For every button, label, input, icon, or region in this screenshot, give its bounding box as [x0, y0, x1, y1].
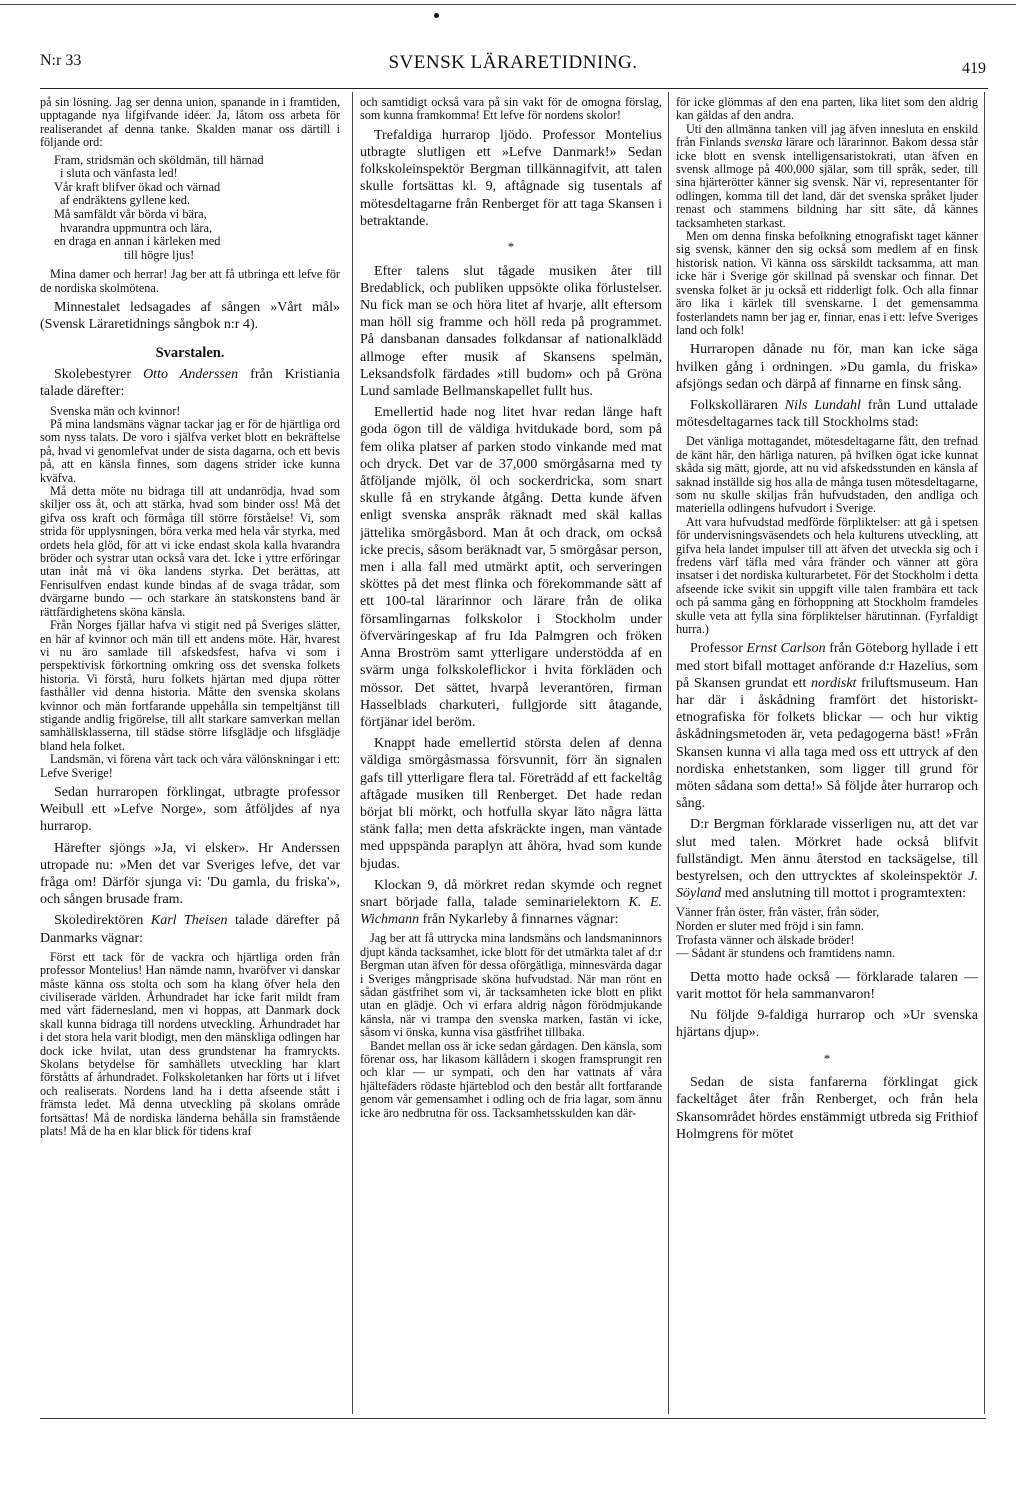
column-3 [676, 96, 978, 1416]
speaker-name: K. E. Wichmann [360, 894, 662, 928]
paragraph: Knappt hade emellertid största delen af denna väldiga smörgåsmassa försvunnit, förr än signalen gafs till ytterligare flera tal. Företrädd af ett fackeltåg aftågade musiken till Renberget. Det hade redan börjat bli mörkt, och hotfulla skyar läto några lätta stänk falla; men detta afskräckte ingen, man väntade med uppspända paraplyn att åhöra, hvad som kunde bjudas. [360, 736, 662, 872]
paragraph: Mina damer och herrar! Jag ber att få utbringa ett lefve för de nordiska skolmötena. [40, 267, 340, 295]
paragraph: på sin lösning. Jag ser denna union, spanande in i framtiden, upptagande nya lifgifvande idéer. Ja, låtom oss arbeta för realiserandet af denna tanke. Skalden manar oss därtill i följande ord: [40, 96, 340, 150]
section-heading: Svarstalen. [155, 344, 225, 361]
paragraph: Sedan hurraropen förklingat, utbragte professor Weibull ett »Lefve Norge», som åtföljdes af nya hurrarop. [40, 784, 340, 835]
print-dot [434, 13, 439, 18]
speaker-name: Karl Theisen [150, 913, 228, 929]
paragraph: Efter talens slut tågade musiken åter till Bredablick, och publiken uppsökte olika förlustelser. Nu fick man se och höra litet af hvarje, allt eftersom man höll sig framme och höll reda på programmet. På dansbanan dansades folkdansar af nationalklädd allmoge efter musik af Skansens spelmän, Leksandsfolk färdades »till budom» och på Gröna Lund samlade Bellmanskapellet fullt hus. [360, 263, 662, 400]
paragraph: Detta motto hade också — förklarade talaren — varit mottot för hela sammanvaron! [676, 969, 978, 1003]
poem-line: Må samfäldt vår börda vi bära, [54, 207, 207, 221]
section-separator: * [507, 239, 515, 255]
issue-number: N:r 33 [40, 52, 82, 69]
speaker-name: Otto Anderssen [143, 367, 239, 383]
page-number: 419 [962, 60, 986, 77]
poem-line: Fram, stridsmän och sköldmän, till härnad [54, 152, 264, 167]
poem [54, 154, 340, 263]
motto-line: — Sådant är stundens och framtidens namn. [676, 946, 896, 961]
poem-line: i sluta och vänfasta led! [60, 166, 178, 181]
paragraph: Klockan 9, då mörkret redan skymde och regnet snart började falla, talade seminarielektorn K. E. Wichmann från Nykarleby å finnarnes vägnar: [360, 877, 662, 928]
page-header [40, 46, 986, 86]
motto-line: Norden er sluter med fröjd i sin famn. [676, 919, 864, 934]
poem-line: hvarandra uppmuntra och lära, [60, 220, 213, 235]
paragraph: Hurraropen dånade nu för, man kan icke säga hvilken gång i ordningen. »Du gamla, du friska» afsjöngs sedan och därpå af finnarne en finsk sång. [676, 342, 978, 392]
column-divider [984, 92, 985, 1414]
poem-line: Vår kraft blifver ökad och värnad [54, 179, 221, 194]
paragraph: Men om denna finska befolkning etnografiskt taget känner sig svensk, känner den sig också som medlem af en finsk historisk nation. Vi känna oss särskildt tacksamma, att man icke här i Sverige gör skillnad på svenskar och finnar. Det svenska folket är ju också ett ridderligt folk. Och alla finnar äro lika i kärlek till svenskarne. I det gemensamma fosterlandets namn ber jag er, finnar, enas i ett: lefve Sveriges land och folk! [676, 229, 978, 337]
bottom-rule [40, 1418, 986, 1419]
column-2 [360, 96, 662, 1416]
poem-line: en draga en annan i kärleken med [54, 234, 221, 249]
paragraph: Professor Ernst Carlson från Göteborg hyllade i ett med stort bifall mottaget anförande d:r Hazelius, som på Skansen grundat ett nordiskt friluftsmuseum. Han har där i åskådning framfört det historiskt-etnografiska för folkets blickar — och hur viktig åskådningsmetoden är, veta pedagogerna bäst! »Från Skansen kunna vi alla taga med oss ett uttryck af den nordiska enhetstanken, som ligger till grund för möten sådana som detta!» Så följde åter hurrarop och sång. [676, 641, 978, 812]
paragraph: för icke glömmas af den ena parten, lika litet som den aldrig kan gäldas af den andra. [676, 96, 978, 123]
paragraph: Skoledirektören Karl Theisen talade därefter på Danmarks vägnar: [40, 913, 340, 946]
paragraph: Härefter sjöngs »Ja, vi elsker». Hr Anderssen utropade nu: »Men det var Sveriges lefve, det var fråga om! Därför sjunga vi: 'Du gamla, du friska'», och sången brusade fram. [40, 840, 340, 908]
paragraph: Det vänliga mottagandet, mötesdeltagarne fått, den trefnad de känt här, den härliga naturen, på hvilken ögat icke kunnat skåda sig mätt, gjorde, att nu vid afskedsstunden en känsla af saknad inställde sig hos alla de många tusen mötesdeltagarne, som nu skulle skiljas från hufvudstaden, den andliga och materiella odlingens hufvudort i Sverige. [676, 434, 978, 516]
paragraph: Från Norges fjällar hafva vi stigit ned på Sveriges slätter, en här af kvinnor och män till ett andens möte. Här, hvarest vi nu äro samlade till afskedsfest, hafva vi som i perspektivisk förkortning omkring oss det svenska folkets historia. Vi förstå, huru folkets hjärtan med djupa rötter fasthåller vid denna historia. Måtte den svenska skolans kvinnor och män fortfarande uppehålla sin tempeltjänst till stigande andlig frigörelse, till allt starkare samverkan mellan samhällsklasserna, till städse större lifsglädje och lifsglädje bland hela folket. [40, 618, 340, 753]
paragraph: Att vara hufvudstad medförde förpliktelser: att gå i spetsen för undervisningsväsendets och hela kulturens utveckling, att gifva hela landet impulser till att äfven det utveckla sig och i fredens värf täfla med våra fränder och vänner att göra insatser i det nordiska kulturarbetet. För det Stockholm i detta afseende icke svikit sin uppgift ville talen frambära ett tack och på samma gång en förhoppning att Stockholm framdeles skulle veta att fylla sina förpliktelser härutinnan. (Fyrfaldigt hurra.) [676, 514, 978, 637]
paragraph: Minnestalet ledsagades af sången »Vårt mål» (Svensk Läraretidnings sångbok n:r 4). [40, 300, 340, 333]
speaker-name: Nils Lundahl [784, 397, 861, 413]
paragraph: Emellertid hade nog litet hvar redan länge haft goda ögon till de väldiga hvitdukade bord, som på fem olika platser af parken stodo vinkande med mat och dryck. Det var de 37,000 smörgåsarna med ty åtföljande mjölk, öl och sockerdricka, som snart skulle få en strykande åtgång. Detta kunde äfven enligt svenska anspråk räknadt med skäl kallas jättelika smörgåsbord. Man åt och drack, om också icke precis, såsom beräknadt var, 5 smörgåsar person, men i alla fall med utmärkt aptit, och serveringen sköttes på det mest flinka och förekommande sätt af ett 100-tal lärarinnor och lärare från de olika församlingarnas folkskolor i Stockholm under öfverväringeskap af fru Ida Palmgren och fröken Anna Broström samt ytterligare understödda af en svärm unga folkskoleflickor i hvita förkläden och mössor. Det sättet, hvarpå leverantören, firman Hasselblads charkuteri, fullgjorde sitt åtagande, förtjänar idel beröm. [360, 405, 662, 730]
poem-line: af endräktens gyllene ked. [60, 193, 191, 208]
paragraph: Skolebestyrer Otto Anderssen från Kristiania talade därefter: [40, 367, 340, 400]
paragraph: På mina landsmäns vägnar tackar jag er för de hjärtliga ord som nyss talats. De voro i själfva verket blott en bekräftelse på, hvad vi genomlefvat under de sista dagarna, och ett bevis på, att en känsla finnes, som dagens strider icke kunna kväfva. [40, 417, 340, 485]
speaker-name: Ernst Carlson [746, 641, 826, 657]
paragraph: Svenska män och kvinnor! [50, 403, 181, 418]
paragraph: Jag ber att få uttrycka mina landsmäns och landsmaninnors djupt kända tacksamhet, icke blott för det utmärkta talet af d:r Bergman utan äfven för dessa oförgätliga, minnesvärda dagar i Sveriges mångprisade sköna hufvudstad. När man rönt en sådan gästfrihet som vi, är tacksamheten icke blott en plikt utan en glädje. Och vi erfara aldrig någon förödmjukande känsla, när vi trampa den svenska marken, fastän vi icke, såsom vi önska, kunna visa gästfrihet tillbaka. [360, 931, 662, 1040]
paragraph: Sedan de sista fanfarerna förklingat gick fackeltåget åter från Renberget, och från hela Skansområdet hördes enstämmigt utbreda sig Frithiof Holmgrens för mötet [676, 1075, 978, 1142]
paragraph: Må detta möte nu bidraga till att undanrödja, hvad som skiljer oss åt, och att stärka, hvad som binder oss! Må det gifva oss kraft och förmåga till större förståelse! Vi, som strida för upplysningen, böra verka med hela vår styrka, med ordets hela glöd, för att vi icke endast skola kalla hvarandra bröder och systrar utan också vara det. Icke i yttre erföringar utan inåt må vi öka landens styrka. Det berättas, att Fenrisulfven endast kunde bindas af de svaga trådar, som dvärgarne bundo — och starkare än statskonstens band är rättfärdighetens sköna känsla. [40, 484, 340, 619]
column-1 [40, 96, 340, 1416]
column-divider [352, 92, 353, 1414]
paragraph: och samtidigt också vara på sin vakt för de omogna förslag, som kunna framkomma! Ett lefve för nordens skolor! [360, 96, 662, 123]
speaker-name: J. Söyland [676, 869, 978, 902]
paragraph: Trefaldiga hurrarop ljödo. Professor Montelius utbragte slutligen ett »Lefve Danmark!» Sedan folkskoleinspektör Bergman tillkännagifvit, att talen skulle fortsättas kl. 9, aftågnade sig tusentals af mötesdeltagarne från Renberget för att taga Skansen i betraktande. [360, 127, 662, 229]
header-rule [40, 88, 988, 89]
section-separator: * [823, 1050, 831, 1066]
paragraph: D:r Bergman förklarade visserligen nu, att det var slut med talen. Mörkret hade också blifvit fullständigt. Men ännu återstod en tacksägelse, till bestyrelsen, och den uttrycktes af skoleinspektör J. Söyland med anslutning till mottot i programtexten: [676, 817, 978, 902]
paragraph: Landsmän, vi förena vårt tack och våra välönskningar i ett: Lefve Sverige! [40, 752, 340, 780]
motto-line: Trofasta vänner och älskade bröder! [676, 932, 855, 947]
motto-line: Vänner från öster, från väster, från söder, [676, 905, 880, 920]
paragraph: Nu följde 9-faldiga hurrarop och »Ur svenska hjärtans djup». [676, 1008, 978, 1041]
publication-title: SVENSK LÄRARETIDNING. [388, 52, 638, 73]
paragraph: Först ett tack för de vackra och hjärtliga orden från professor Montelius! Han nämde namn, hvaröfver vi danskar måste känna oss stolta och som ha klang öfver hela den civiliserade världen. Århundradet har icke farit mildt fram med vårt fädernesland, men vi hoppas, att Danmark dock skall kunna bidraga till nordens utveckling. Århundradet har i det stora hela varit blodigt, men den mänskliga odlingen har dock icke hvilat, utan dess grundstenar ha framryckts. Skolans betydelse för samhällets utveckling har klart förståtts af århundradet. Folkskoletanken har förts ut i lifvet och realiserats. Nordens land ha i detta afseende stått i främsta ledet. Må denna utveckling på skolans område fortsättas! Må de nordiska länderna behålla sin framstående plats! Må de ha en klar blick för tidens kraf [40, 949, 340, 1139]
column-divider [668, 92, 669, 1414]
poem-line: till högre ljus! [124, 247, 195, 262]
paragraph: Folkskolläraren Nils Lundahl från Lund uttalade mötesdeltagarnes tack till Stockholms stad: [676, 397, 978, 431]
top-rule [0, 4, 1016, 5]
paragraph: Bandet mellan oss är icke sedan gårdagen. Den känsla, som förenar oss, har likasom källådern i skogen framsprungit ren och klar — ur sympati, och den har vattnats af våra hjältefäders rödaste hjärteblod och den består allt fortfarande genom vår gemensamhet i odling och de fria lagar, som ännu icke äro nedbrutna för oss. Tacksamhetsskulden kan där- [360, 1038, 662, 1120]
motto [676, 906, 978, 960]
paragraph: Uti den allmänna tanken vill jag äfven innesluta en enskild från Finlands svenska lärare och lärarinnor. Bakom dessa står icke blott en svensk intelligensaristokrati, utan äfven en svensk allmoge på 400,000 själar, som till språk, seder, till sina hjärterötter känner sig svensk. När vi, representanter för odlingen, komma till det land, där det svenska språket ljuder renast och stammens bildning har sitt säte, då kännes tacksamheten starkast. [676, 121, 978, 230]
